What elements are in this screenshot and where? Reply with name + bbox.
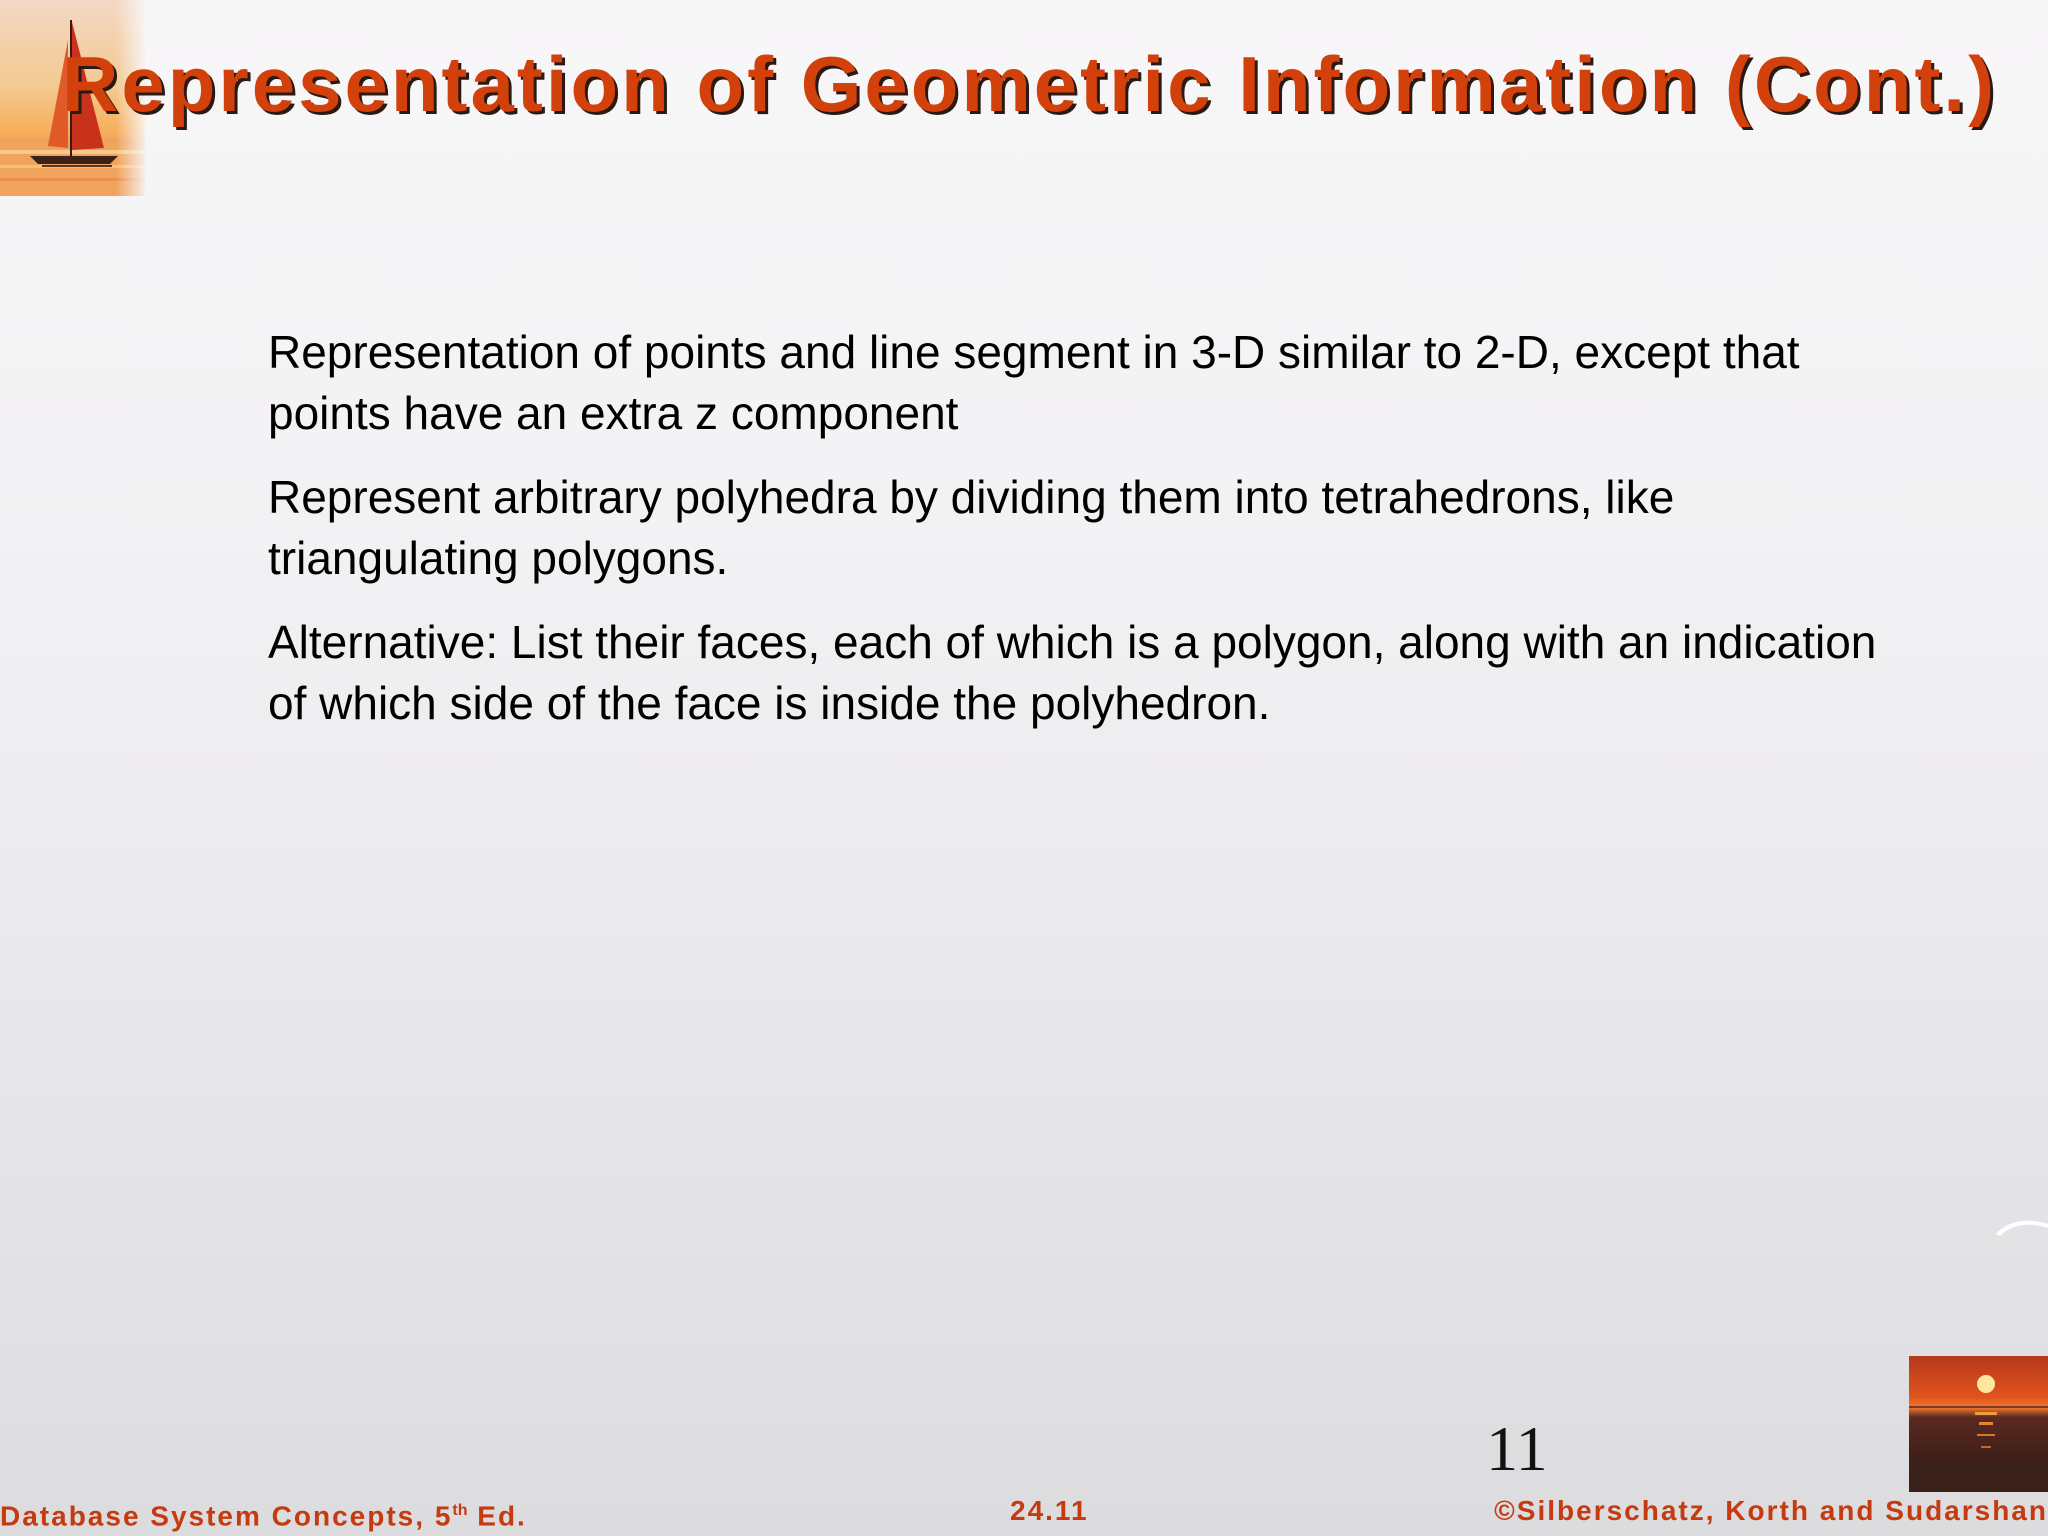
footer-book-title: Database System Concepts, 5th Ed.: [0, 1500, 527, 1532]
page-number: 11: [1486, 1413, 1548, 1484]
swoosh-decoration: [1994, 1212, 2048, 1238]
footer-copyright: ©Silberschatz, Korth and Sudarshan: [1494, 1495, 2048, 1526]
bullet-item: Representation of points and line segment in 3-D similar to 2-D, except that points have an extra z component: [268, 326, 1800, 439]
bullet-item: Alternative: List their faces, each of which is a polygon, along with an indication of which side of the face is inside the polyhedron.: [268, 616, 1877, 729]
slide-title: Representation of Geometric Information (Cont.): [62, 40, 1998, 128]
sunset-over-water-photo: [1909, 1356, 2048, 1492]
footer-slide-number: 24.11: [1010, 1495, 1089, 1526]
bullet-item: Represent arbitrary polyhedra by dividing them into tetrahedrons, like triangulating polygons.: [268, 471, 1675, 584]
